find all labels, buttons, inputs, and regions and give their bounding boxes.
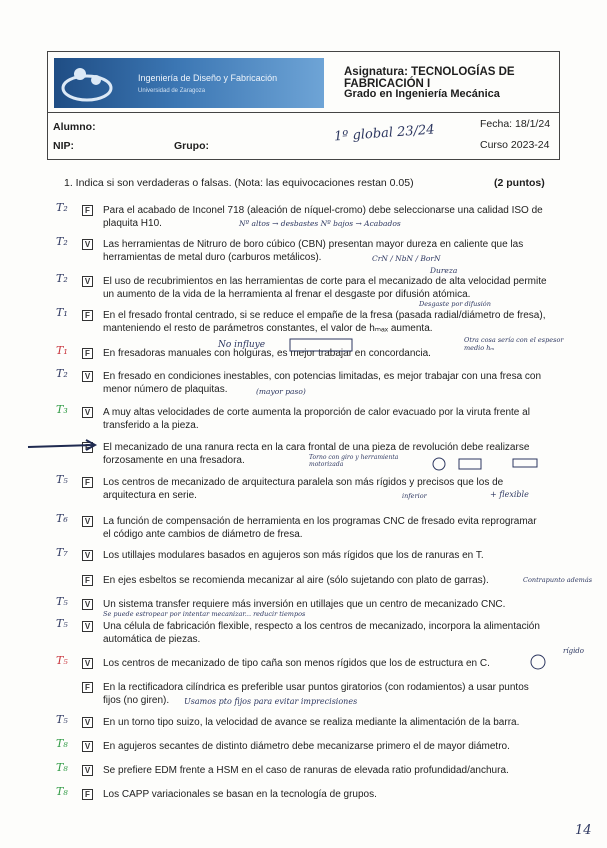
- note-no-influye: No influye: [218, 340, 266, 350]
- header-divider: [48, 112, 559, 113]
- answer-checkbox[interactable]: V: [82, 516, 93, 527]
- question-points: (2 puntos): [494, 177, 545, 189]
- note-estropear: Se puede estropear por intentar mecanizar... reducir tiempos: [103, 610, 306, 618]
- statement-text: En la rectificadora cilíndrica es preferible usar puntos giratorios (con rodamientos) a usar puntos fijos (no giren).: [103, 682, 529, 706]
- subject-title: Asignatura: TECNOLOGÍAS DE FABRICACIÓN I: [344, 66, 515, 90]
- topic-mark: T₈: [56, 785, 68, 798]
- answer-checkbox[interactable]: V: [82, 371, 93, 382]
- answer-checkbox[interactable]: V: [82, 717, 93, 728]
- question-title: 1. Indica si son verdaderas o falsas. (Nota: las equivocaciones restan 0.05): [64, 177, 414, 189]
- statement-text: El uso de recubrimientos en las herramientas de corte para el mecanizado de alta velocidad permite un aumento de la vida de la herramienta al frenar el desgaste por difusión atómica.: [103, 276, 547, 300]
- fecha-label: Fecha:: [480, 118, 513, 130]
- logo-title: Ingeniería de Diseño y Fabricación: [138, 73, 278, 83]
- fecha-value: 18/1/24: [515, 118, 551, 130]
- statement-text: Los CAPP variacionales se basan en la tecnología de grupos.: [103, 789, 377, 800]
- statement-text: Para el acabado de Inconel 718 (aleación de níquel-cromo) debe seleccionarse una calidad ISO de plaquita H10.: [103, 205, 543, 229]
- curso-label: Curso 2023-24: [480, 139, 550, 151]
- answer-checkbox[interactable]: F: [82, 442, 93, 453]
- logo-emblem-icon: [60, 60, 114, 106]
- topic-mark: T₂: [56, 235, 68, 248]
- statement-text: Un sistema transfer requiere más inversión en utillajes que un centro de mecanizado CNC.: [103, 599, 506, 610]
- statement-text: En fresadoras manuales con holguras, es mejor trabajar en concordancia.: [103, 348, 431, 359]
- answer-checkbox[interactable]: F: [82, 348, 93, 359]
- answer-checkbox[interactable]: V: [82, 276, 93, 287]
- answer-checkbox[interactable]: V: [82, 239, 93, 250]
- answer-checkbox[interactable]: V: [82, 765, 93, 776]
- topic-mark: T₅: [56, 654, 68, 667]
- statement-text: Los centros de mecanizado de tipo caña son menos rígidos que los de estructura en C.: [103, 658, 490, 669]
- answer-checkbox[interactable]: F: [82, 310, 93, 321]
- statement-text: En un torno tipo suizo, la velocidad de avance se realiza mediante la alimentación de la barra.: [103, 717, 520, 728]
- note-cbn-types: CrN / NbN / BorN: [372, 254, 441, 263]
- answer-checkbox[interactable]: F: [82, 682, 93, 693]
- statement-text: En ejes esbeltos se recomienda mecanizar al aire (sólo sujetando con plato de garras).: [103, 575, 489, 586]
- statement-text: El mecanizado de una ranura recta en la cara frontal de una pieza de revolución debe realizarse forzosamente en una fresadora.: [103, 442, 530, 466]
- grupo-label: Grupo:: [174, 140, 209, 152]
- note-torno-giro: Torno con giro y herramienta motorizada: [309, 454, 399, 468]
- handwritten-exam-title: 1º global 23/24: [333, 122, 436, 145]
- statement-text: La función de compensación de herramienta en los programas CNC de fresado evita reprogramar el código ante cambios de diámetro de fresa.: [103, 516, 537, 540]
- topic-mark: T₆: [56, 512, 68, 525]
- university-logo: [54, 58, 324, 108]
- note-contrapunto: Contrapunto además: [523, 576, 593, 584]
- topic-mark: T₂: [56, 272, 68, 285]
- note-desgaste: Desgaste por difusión: [419, 300, 491, 308]
- statement-text: En el fresado frontal centrado, si se reduce el empañe de la fresa (pasada radial/diámetro de fresa), manteniendo el resto de parámetros constantes, el valor de hₘₐₓ aumenta.: [103, 310, 546, 334]
- alumno-label: Alumno:: [53, 121, 96, 133]
- topic-mark: T₅: [56, 473, 68, 486]
- note-mayor-paso: (mayor paso): [256, 387, 306, 396]
- statement-text: Una célula de fabricación flexible, respecto a los centros de mecanizado, incorpora la alimentación automática de piezas.: [103, 621, 540, 645]
- topic-mark: T₅: [56, 617, 68, 630]
- statement-text: Se prefiere EDM frente a HSM en el caso de ranuras de elevada ratio profundidad/anchura.: [103, 765, 509, 776]
- answer-checkbox[interactable]: V: [82, 599, 93, 610]
- answer-checkbox[interactable]: F: [82, 205, 93, 216]
- topic-mark: T₈: [56, 761, 68, 774]
- page-number: 14: [575, 823, 592, 838]
- nip-label: NIP:: [53, 140, 74, 152]
- answer-checkbox[interactable]: F: [82, 477, 93, 488]
- topic-mark: T₂: [56, 367, 68, 380]
- topic-mark: T₇: [56, 546, 68, 559]
- statement-text: A muy altas velocidades de corte aumenta la proporción de calor evacuado por la viruta frente al transferido a la pieza.: [103, 407, 530, 431]
- topic-mark: T₂: [56, 201, 68, 214]
- note-iso-grades: Nº altos → desbastes Nº bajos → Acabados: [239, 219, 401, 228]
- topic-mark: T₁: [56, 344, 68, 357]
- note-flexible: + flexible: [490, 490, 529, 499]
- topic-mark: T₈: [56, 737, 68, 750]
- logo-subtitle: Universidad de Zaragoza: [138, 88, 206, 94]
- note-rigido: rígido: [563, 647, 584, 655]
- answer-checkbox[interactable]: V: [82, 741, 93, 752]
- topic-mark: T₅: [56, 595, 68, 608]
- statement-text: Las herramientas de Nitruro de boro cúbico (CBN) presentan mayor dureza en caliente que las herramientas de metal duro (carburos metálicos).: [103, 239, 524, 263]
- note-inferior: inferior: [402, 492, 427, 500]
- topic-mark: T₅: [56, 713, 68, 726]
- degree-title: Grado en Ingeniería Mecánica: [344, 88, 500, 100]
- topic-mark: T₃: [56, 403, 68, 416]
- statement-text: En agujeros secantes de distinto diámetro debe mecanizarse primero el de mayor diámetro.: [103, 741, 510, 752]
- exam-header: [47, 51, 560, 160]
- note-dureza: Dureza: [430, 266, 458, 275]
- answer-checkbox[interactable]: V: [82, 658, 93, 669]
- topic-mark: T₁: [56, 306, 68, 319]
- statement-text: Los centros de mecanizado de arquitectura paralela son más rígidos y precisos que los de arquitectura en serie.: [103, 477, 504, 501]
- answer-checkbox[interactable]: F: [82, 789, 93, 800]
- statement-text: Los utillajes modulares basados en agujeros son más rígidos que los de ranuras en T.: [103, 550, 484, 561]
- note-espesor-medio: Otra cosa sería con el espesor medio hₘ: [464, 336, 564, 352]
- statement-text: En fresado en condiciones inestables, con potencias limitadas, es mejor trabajar con una fresa con menor número de plaquitas.: [103, 371, 542, 395]
- answer-checkbox[interactable]: V: [82, 407, 93, 418]
- answer-checkbox[interactable]: V: [82, 621, 93, 632]
- answer-checkbox[interactable]: V: [82, 550, 93, 561]
- note-puntos-fijos: Usamos pto fijos para evitar imprecisiones: [184, 697, 358, 706]
- answer-checkbox[interactable]: F: [82, 575, 93, 586]
